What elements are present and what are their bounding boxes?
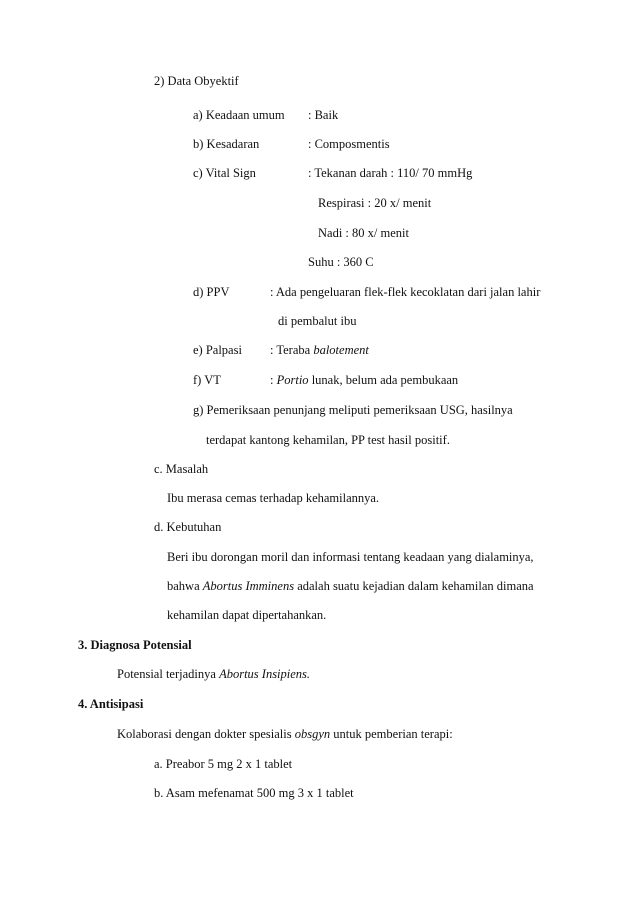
vital-sign-label: c) Vital Sign — [193, 166, 256, 180]
diagnosa-prefix: Potensial terjadinya — [117, 667, 220, 681]
ppv-label: d) PPV — [193, 285, 230, 299]
ppv-value: : Ada pengeluaran flek-flek kecoklatan dari jalan lahir — [270, 285, 541, 299]
nadi-value: Nadi : 80 x/ menit — [318, 226, 409, 240]
keadaan-umum-value: : Baik — [308, 108, 339, 122]
vt-label: f) VT — [193, 373, 221, 387]
kesadaran-value: : Composmentis — [308, 137, 390, 151]
diagnosa-potensial-heading: 3. Diagnosa Potensial — [78, 638, 192, 652]
kebutuhan-line3: kehamilan dapat dipertahankan. — [167, 608, 327, 622]
terapi-item-preabor: a. Preabor 5 mg 2 x 1 tablet — [154, 757, 293, 771]
respirasi-value: Respirasi : 20 x/ menit — [318, 196, 432, 210]
pemeriksaan-penunjang-line2: terdapat kantong kehamilan, PP test hasil positif. — [206, 433, 450, 447]
antisipasi-heading: 4. Antisipasi — [78, 697, 144, 711]
kebutuhan-line1: Beri ibu dorongan moril dan informasi tentang keadaan yang dialaminya, — [167, 550, 534, 564]
palpasi-prefix: : Teraba — [270, 343, 314, 357]
abortus-insipiens-term: Abortus Insipiens. — [219, 667, 311, 681]
abortus-imminens-term: Abortus Imminens — [202, 579, 295, 593]
masalah-heading: c. Masalah — [154, 462, 209, 476]
tekanan-darah-value: : Tekanan darah : 110/ 70 mmHg — [308, 166, 473, 180]
kesadaran-label: b) Kesadaran — [193, 137, 260, 151]
vt-value — [270, 372, 458, 388]
antisipasi-rest: untuk pemberian terapi: — [330, 727, 453, 741]
portio-term: Portio — [276, 373, 309, 387]
obsgyn-term: obsgyn — [294, 727, 331, 741]
data-obyektif-heading: 2) Data Obyektif — [154, 74, 239, 88]
kebutuhan-heading: d. Kebutuhan — [154, 520, 222, 534]
keadaan-umum-label: a) Keadaan umum — [193, 108, 285, 122]
antisipasi-prefix: Kolaborasi dengan dokter spesialis — [117, 727, 295, 741]
antisipasi-text — [117, 726, 453, 742]
palpasi-value — [270, 342, 369, 358]
kebutuhan-line2 — [167, 578, 534, 594]
suhu-value: Suhu : 360 C — [308, 255, 374, 269]
pemeriksaan-penunjang-line1: g) Pemeriksaan penunjang meliputi pemeriksaan USG, hasilnya — [193, 403, 513, 417]
palpasi-label: e) Palpasi — [193, 343, 242, 357]
ppv-value-cont: di pembalut ibu — [278, 314, 357, 328]
vt-prefix: : — [270, 373, 277, 387]
masalah-text: Ibu merasa cemas terhadap kehamilannya. — [167, 491, 380, 505]
balotement-term: balotement — [313, 343, 369, 357]
vt-rest: lunak, belum ada pembukaan — [308, 373, 459, 387]
kebutuhan-line2-prefix: bahwa — [167, 579, 203, 593]
terapi-item-asam-mefenamat: b. Asam mefenamat 500 mg 3 x 1 tablet — [154, 786, 354, 800]
diagnosa-potensial-text — [117, 666, 310, 682]
kebutuhan-line2-rest: adalah suatu kejadian dalam kehamilan dimana — [294, 579, 534, 593]
